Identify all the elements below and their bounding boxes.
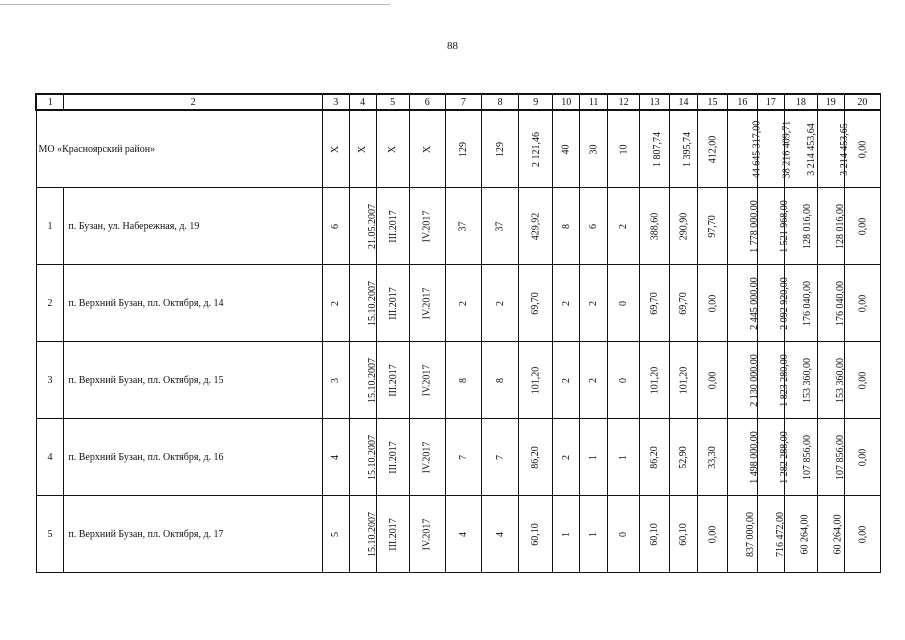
summary-cell-10: 40 — [553, 110, 580, 188]
row-cell-18: 128 016,00 — [784, 188, 817, 265]
row-cell-10: 1 — [553, 496, 580, 573]
page-number: 88 — [447, 40, 458, 52]
summary-cell-9: 2 121,46 — [519, 110, 553, 188]
row-cell-14: 290,90 — [670, 188, 698, 265]
row-cell-13: 388,60 — [640, 188, 670, 265]
row-number: 5 — [36, 496, 64, 573]
row-cell-5: III.2017 — [376, 188, 409, 265]
summary-row — [36, 110, 881, 188]
summary-cell-15: 412,00 — [697, 110, 727, 188]
row-cell-18: 176 040,00 — [784, 265, 817, 342]
row-cell-20: 0,00 — [844, 419, 880, 496]
row-cell-18: 107 856,00 — [784, 419, 817, 496]
row-cell-17: 716 472,00 — [757, 496, 784, 573]
row-cell-13: 60,10 — [640, 496, 670, 573]
row-cell-6: IV.2017 — [409, 496, 445, 573]
row-address: п. Верхний Бузан, пл. Октября, д. 15 — [64, 342, 322, 419]
summary-cell-20: 0,00 — [844, 110, 880, 188]
row-cell-19: 128 016,00 — [817, 188, 844, 265]
summary-cell-6: X — [409, 110, 445, 188]
row-cell-8: 4 — [481, 496, 518, 573]
row-cell-15: 0,00 — [697, 265, 727, 342]
row-cell-5: III.2017 — [376, 342, 409, 419]
row-cell-6: IV.2017 — [409, 419, 445, 496]
row-cell-6: IV.2017 — [409, 188, 445, 265]
row-cell-3: 3 — [322, 342, 349, 419]
row-cell-4: 21.05.2007 — [349, 188, 376, 265]
row-cell-13: 69,70 — [640, 265, 670, 342]
row-cell-5: III.2017 — [376, 419, 409, 496]
row-cell-12: 0 — [608, 496, 640, 573]
row-cell-13: 101,20 — [640, 342, 670, 419]
row-cell-18: 153 360,00 — [784, 342, 817, 419]
row-cell-15: 0,00 — [697, 342, 727, 419]
header-cell-9: 9 — [519, 94, 553, 110]
table-row — [36, 419, 881, 496]
row-cell-9: 69,70 — [519, 265, 553, 342]
header-cell-8: 8 — [481, 94, 518, 110]
row-cell-3: 5 — [322, 496, 349, 573]
row-cell-9: 60,10 — [519, 496, 553, 573]
row-cell-19: 60 264,00 — [817, 496, 844, 573]
row-cell-8: 7 — [481, 419, 518, 496]
row-cell-15: 97,70 — [697, 188, 727, 265]
row-cell-17: 1 521 968,00 — [757, 188, 784, 265]
row-cell-7: 7 — [445, 419, 481, 496]
header-cell-18: 18 — [784, 94, 817, 110]
row-cell-11: 1 — [580, 496, 608, 573]
row-cell-15: 0,00 — [697, 496, 727, 573]
row-cell-13: 86,20 — [640, 419, 670, 496]
summary-cell-7: 129 — [445, 110, 481, 188]
summary-cell-5: X — [376, 110, 409, 188]
header-cell-5: 5 — [376, 94, 409, 110]
row-cell-5: III.2017 — [376, 265, 409, 342]
row-number: 4 — [36, 419, 64, 496]
row-cell-7: 37 — [445, 188, 481, 265]
row-cell-10: 2 — [553, 265, 580, 342]
row-cell-20: 0,00 — [844, 342, 880, 419]
row-cell-14: 69,70 — [670, 265, 698, 342]
summary-cell-3: X — [322, 110, 349, 188]
row-address: п. Верхний Бузан, пл. Октября, д. 16 — [64, 419, 322, 496]
header-cell-2: 2 — [64, 94, 322, 110]
scan-top-line — [0, 4, 390, 5]
row-cell-6: IV.2017 — [409, 342, 445, 419]
row-cell-4: 15.10.2007 — [349, 419, 376, 496]
row-cell-11: 2 — [580, 342, 608, 419]
row-number: 3 — [36, 342, 64, 419]
row-cell-7: 8 — [445, 342, 481, 419]
row-number: 2 — [36, 265, 64, 342]
header-cell-14: 14 — [670, 94, 698, 110]
row-cell-10: 8 — [553, 188, 580, 265]
header-cell-16: 16 — [727, 94, 757, 110]
summary-cell-11: 30 — [580, 110, 608, 188]
row-cell-16: 1 498 000,00 — [727, 419, 757, 496]
row-cell-8: 8 — [481, 342, 518, 419]
summary-cell-16: 44 645 317,00 — [727, 110, 757, 188]
table-row — [36, 188, 881, 265]
row-cell-4: 15.10.2007 — [349, 265, 376, 342]
table-row — [36, 265, 881, 342]
header-cell-20: 20 — [844, 94, 880, 110]
row-address: п. Верхний Бузан, пл. Октября, д. 17 — [64, 496, 322, 573]
row-cell-12: 1 — [608, 419, 640, 496]
row-cell-16: 837 000,00 — [727, 496, 757, 573]
header-cell-12: 12 — [608, 94, 640, 110]
row-cell-12: 0 — [608, 265, 640, 342]
header-cell-3: 3 — [322, 94, 349, 110]
summary-cell-8: 129 — [481, 110, 518, 188]
header-cell-10: 10 — [553, 94, 580, 110]
row-cell-14: 60,10 — [670, 496, 698, 573]
row-cell-20: 0,00 — [844, 496, 880, 573]
row-cell-17: 2 092 920,00 — [757, 265, 784, 342]
header-cell-15: 15 — [697, 94, 727, 110]
row-cell-16: 2 130 000,00 — [727, 342, 757, 419]
row-cell-11: 6 — [580, 188, 608, 265]
row-cell-10: 2 — [553, 342, 580, 419]
header-cell-6: 6 — [409, 94, 445, 110]
row-cell-8: 37 — [481, 188, 518, 265]
summary-cell-17: 38 216 409,71 — [757, 110, 784, 188]
row-cell-17: 1 823 280,00 — [757, 342, 784, 419]
row-cell-7: 2 — [445, 265, 481, 342]
row-cell-19: 153 360,00 — [817, 342, 844, 419]
row-cell-15: 33,30 — [697, 419, 727, 496]
row-cell-9: 86,20 — [519, 419, 553, 496]
row-cell-19: 107 856,00 — [817, 419, 844, 496]
summary-cell-4: X — [349, 110, 376, 188]
row-cell-20: 0,00 — [844, 265, 880, 342]
row-address: п. Верхний Бузан, пл. Октября, д. 14 — [64, 265, 322, 342]
table-row — [36, 496, 881, 573]
row-cell-14: 52,90 — [670, 419, 698, 496]
row-cell-20: 0,00 — [844, 188, 880, 265]
row-cell-9: 101,20 — [519, 342, 553, 419]
summary-cell-14: 1 395,74 — [670, 110, 698, 188]
housing-table — [35, 93, 881, 573]
row-cell-14: 101,20 — [670, 342, 698, 419]
header-cell-11: 11 — [580, 94, 608, 110]
header-row — [36, 94, 881, 110]
header-cell-19: 19 — [817, 94, 844, 110]
row-cell-3: 6 — [322, 188, 349, 265]
header-cell-17: 17 — [757, 94, 784, 110]
row-cell-9: 429,92 — [519, 188, 553, 265]
summary-cell-19: 3 214 453,65 — [817, 110, 844, 188]
summary-cell-12: 10 — [608, 110, 640, 188]
header-cell-13: 13 — [640, 94, 670, 110]
row-cell-3: 2 — [322, 265, 349, 342]
summary-cell-18: 3 214 453,64 — [784, 110, 817, 188]
row-cell-11: 1 — [580, 419, 608, 496]
row-cell-3: 4 — [322, 419, 349, 496]
row-cell-7: 4 — [445, 496, 481, 573]
row-cell-4: 15.10.2007 — [349, 342, 376, 419]
row-cell-16: 1 778 000,00 — [727, 188, 757, 265]
row-cell-11: 2 — [580, 265, 608, 342]
header-cell-1: 1 — [36, 94, 64, 110]
row-address: п. Бузан, ул. Набережная, д. 19 — [64, 188, 322, 265]
row-cell-10: 2 — [553, 419, 580, 496]
row-cell-18: 60 264,00 — [784, 496, 817, 573]
header-cell-4: 4 — [349, 94, 376, 110]
row-cell-12: 2 — [608, 188, 640, 265]
row-cell-12: 0 — [608, 342, 640, 419]
row-number: 1 — [36, 188, 64, 265]
header-cell-7: 7 — [445, 94, 481, 110]
row-cell-6: IV.2017 — [409, 265, 445, 342]
row-cell-4: 15.10.2007 — [349, 496, 376, 573]
row-cell-16: 2 445 000,00 — [727, 265, 757, 342]
summary-cell-13: 1 807,74 — [640, 110, 670, 188]
row-cell-19: 176 040,00 — [817, 265, 844, 342]
row-cell-8: 2 — [481, 265, 518, 342]
table-row — [36, 342, 881, 419]
row-cell-17: 1 282 288,00 — [757, 419, 784, 496]
row-cell-5: III.2017 — [376, 496, 409, 573]
summary-name: МО «Красноярский район» — [36, 110, 322, 188]
